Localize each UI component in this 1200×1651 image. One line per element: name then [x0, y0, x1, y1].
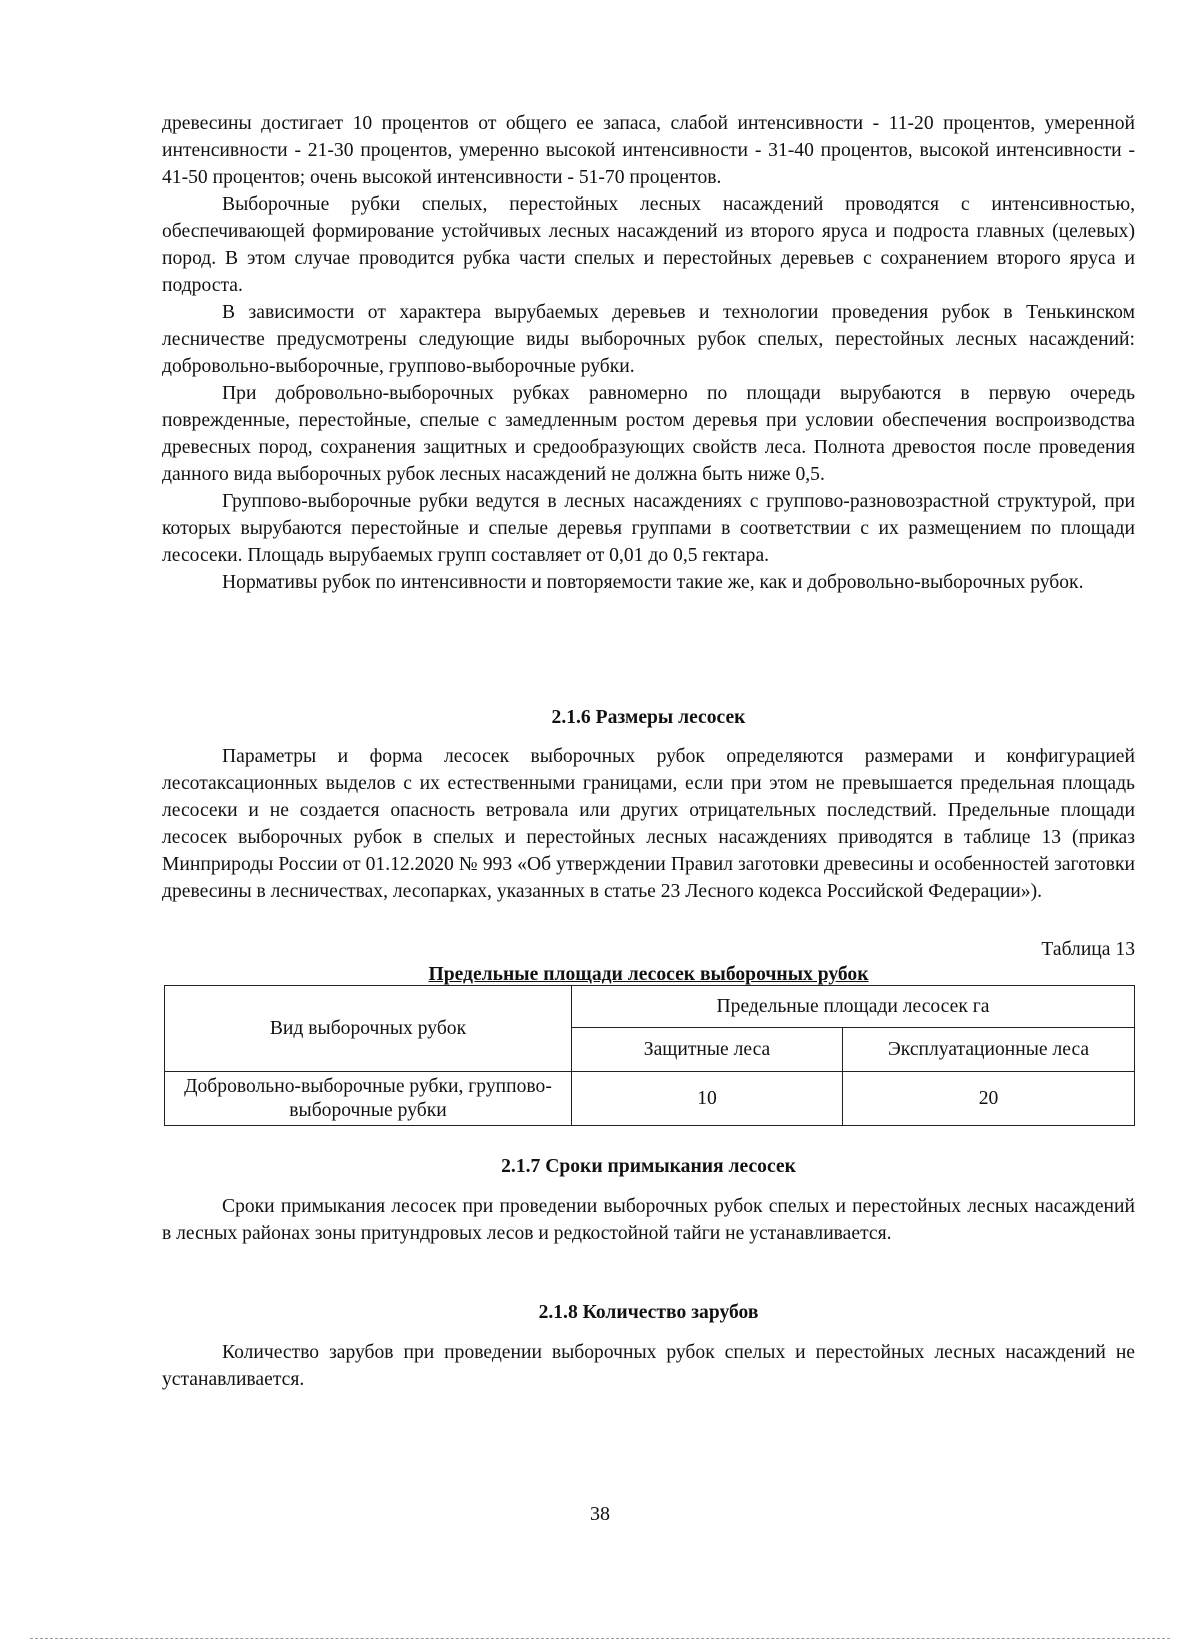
section-heading-218: 2.1.8 Количество зарубов — [538, 1302, 759, 1323]
section-216-text — [162, 743, 1135, 905]
paragraph-group-cuts: Группово-выборочные рубки ведутся в лесных насаждениях с группово-разновозрастной структурой, при которых вырубаются перестойные и спелые деревья группами в соответствии с их размещением по площади лесосеки. Площадь вырубаемых групп составляет от 0,01 до 0,5 гектара. — [162, 491, 1135, 566]
section-heading-217: 2.1.7 Сроки примыкания лесосек — [501, 1156, 796, 1177]
table-cell-exploitation: 20 — [843, 1072, 1135, 1126]
limits-table — [164, 985, 1135, 1126]
section-217-text — [162, 1193, 1135, 1247]
table-header-kind: Вид выборочных рубок — [165, 986, 572, 1072]
paragraph-norms: Нормативы рубок по интенсивности и повторяемости такие же, как и добровольно-выборочных рубок. — [222, 572, 1084, 593]
table-header-limits: Предельные площади лесосек га — [572, 986, 1135, 1028]
table-header-protective: Защитные леса — [572, 1028, 843, 1072]
table-title: Предельные площади лесосек выборочных рубок — [428, 964, 869, 985]
section-218-text — [162, 1339, 1135, 1393]
paragraph-notch-count: Количество зарубов при проведении выборочных рубок спелых и перестойных лесных насаждений не устанавливается. — [162, 1342, 1135, 1390]
paragraph-adjacency: Сроки примыкания лесосек при проведении выборочных рубок спелых и перестойных лесных насаждений в лесных районах зоны притундровых лесов и редкостойной тайги не устанавливается. — [162, 1196, 1135, 1244]
paragraph-selective-cuts: Выборочные рубки спелых, перестойных лесных насаждений проводятся с интенсивностью, обеспечивающей формирование устойчивых лесных насаждений из второго яруса и подроста главных (целевых) пород. В этом случае проводится рубка части спелых и перестойных деревьев с сохранением второго яруса и подроста. — [162, 194, 1135, 296]
paragraph-cutting-area-size: Параметры и форма лесосек выборочных рубок определяются размерами и конфигурацией лесотаксационных выделов с их естественными границами, если при этом не превышается предельная площадь лесосеки и не создается опасность ветровала или других отрицательных последствий. Предельные площади лесосек выборочных рубок в спелых и перестойных лесных насаждениях приводятся в таблице 13 (приказ Минприроды России от 01.12.2020 № 993 «Об утверждении Правил заготовки древесины и особенностей заготовки древесины в лесничествах, лесопарках, указанных в статье 23 Лесного кодекса Российской Федерации»). — [162, 746, 1135, 902]
page-number: 38 — [590, 1503, 610, 1525]
paragraph-cut-types: В зависимости от характера вырубаемых деревьев и технологии проведения рубок в Тенькинском лесничестве предусмотрены следующие виды выборочных рубок спелых, перестойных лесных насаждений: добровольно-выборочные, группово-выборочные рубки. — [162, 302, 1135, 377]
table-row — [165, 1072, 1135, 1126]
paragraph-voluntary-cuts: При добровольно-выборочных рубках равномерно по площади вырубаются в первую очередь поврежденные, перестойные, спелые с замедленным ростом деревья при условии обеспечения воспроизводства древесных пород, сохранения защитных и средообразующих свойств леса. Полнота древостоя после проведения данного вида выборочных рубок лесных насаждений не должна быть ниже 0,5. — [162, 383, 1135, 485]
table-cell-kind: Добровольно-выборочные рубки, группово-выборочные рубки — [165, 1072, 572, 1126]
table-header-exploitation: Эксплуатационные леса — [843, 1028, 1135, 1072]
scan-edge-divider — [30, 1638, 1170, 1639]
table-label: Таблица 13 — [1041, 939, 1135, 960]
paragraph-intensity: древесины достигает 10 процентов от общего ее запаса, слабой интенсивности - 11-20 процентов, умеренной интенсивности - 21-30 процентов, умеренно высокой интенсивности - 31-40 процентов, высокой интенсивности - 41-50 процентов; очень высокой интенсивности - 51-70 процентов. — [162, 113, 1135, 188]
table-cell-protective: 10 — [572, 1072, 843, 1126]
section-heading-216: 2.1.6 Размеры лесосек — [551, 707, 746, 728]
intro-text — [162, 110, 1135, 596]
